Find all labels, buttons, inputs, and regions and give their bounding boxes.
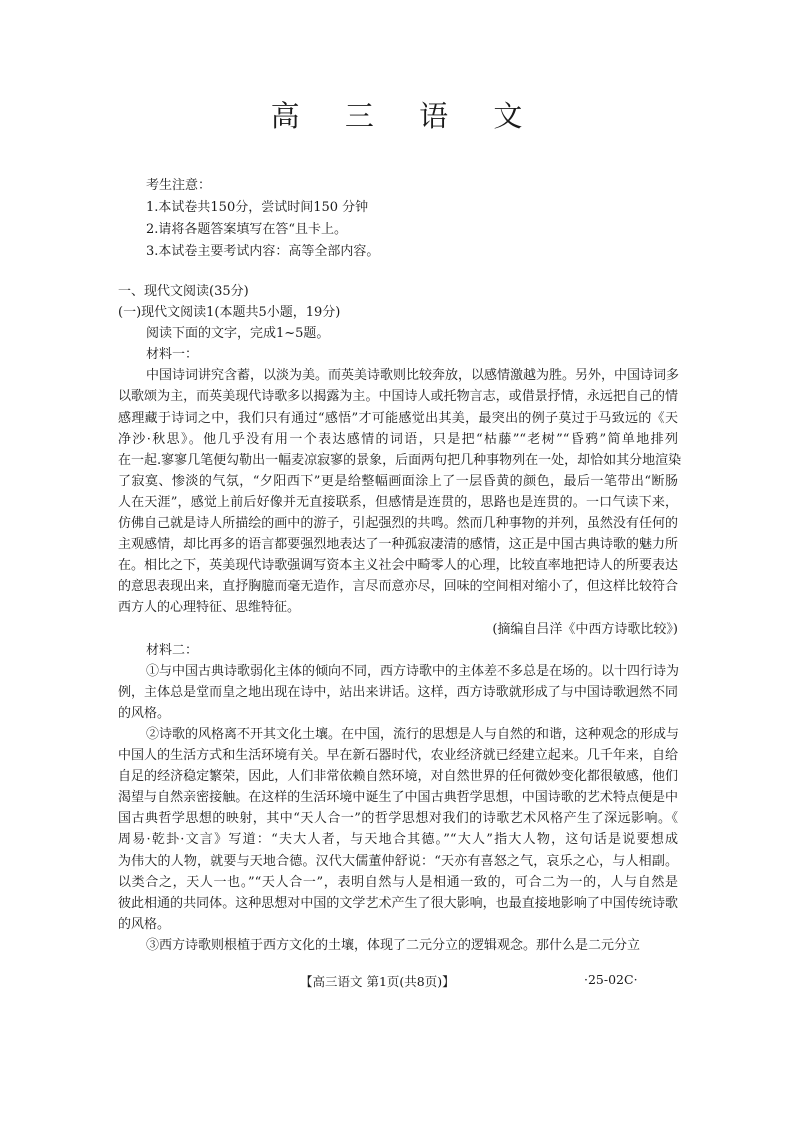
- material2-line: 例，主体总是堂而皇之地出现在诗中，站出来讲话。这样，西方诗歌就形成了与中国诗歌迥然不同: [118, 684, 678, 700]
- material2-line: 渴望与自然亲密接触。在这样的生活环境中诞生了中国古典哲学思想，中国诗歌的艺术特点便是中: [118, 790, 678, 806]
- material2-line: 彼此相通的共同体。这种思想对中国的文学艺术产生了很大影响，也最直接地影响了中国传统诗歌: [118, 895, 678, 911]
- material1-line: 人在天涯”，感觉上前后好像并无直接联系，但感情是连贯的，思路也是连贯的。一口气读下来，: [118, 494, 678, 510]
- material2-line: ③西方诗歌则根植于西方文化的土壤，体现了二元分立的逻辑观念。那什么是二元分立: [146, 937, 641, 953]
- exam-code: ·25-02C·: [584, 972, 638, 987]
- material2-line: ②诗歌的风格离不开其文化土壤。在中国，流行的思想是人与自然的和谐，这种观念的形成与: [146, 726, 680, 742]
- material1-line: 中国诗词讲究含蓄，以淡为美。而英美诗歌则比较奔放，以感情激越为胜。另外，中国诗词多: [146, 368, 680, 384]
- material2-line: 为伟大的人物，就要与天地合德。汉代大儒董仲舒说：“天亦有喜怒之气，哀乐之心，与人相副。: [118, 853, 678, 869]
- material1-line: 在一起.寥寥几笔便勾勒出一幅麦凉寂寥的景象，后面两句把几种事物列在一处，却恰如其分地渲染: [118, 452, 682, 468]
- material1-line: 的意思表现出来，直抒胸臆而毫无造作，言尽而意亦尽，回味的空间相对缩小了，但这样比较符合: [118, 579, 678, 595]
- material2-line: 以类合之，天人一也。”“天人合一”，表明自然与人是相通一致的，可合二为一的，人与自然是: [118, 874, 678, 890]
- material2-line: ①与中国古典诗歌弱化主体的倾向不同，西方诗歌中的主体差不多总是在场的。以十四行诗为: [146, 663, 680, 679]
- material1-line: 感理藏于诗词之中，我们只有通过“感悟”才可能感觉出其美，最突出的例子莫过于马致远的《天: [118, 410, 678, 426]
- section-subheading: (一)现代文阅读1(本题共5小题，19分): [118, 305, 341, 321]
- material1-line: 主观感情，却比再多的语言都要强烈地表达了一种孤寂凄清的感情，这正是中国古典诗歌的魅力所: [118, 537, 678, 553]
- material1-line: 净沙·秋思》。他几乎没有用一个表达感情的词语，只是把“枯藤”“老树”“昏鸦”简单地排列: [118, 431, 678, 447]
- page-title: 高 三 语 文: [270, 99, 541, 133]
- material2-label: 材料二：: [146, 642, 199, 658]
- section-heading: 一、现代文阅读(35分): [118, 284, 249, 299]
- candidate-notice: [146, 175, 379, 263]
- material1-line: 以歌颂为主，而英美现代诗歌多以揭露为主。中国诗人或托物言志，或借景抒情，永远把自己的情: [118, 389, 678, 405]
- material2-line: 周易·乾卦·文言》写道：“夫大人者，与天地合其德。”“大人”指大人物，这句话是说要想成: [118, 832, 678, 848]
- material2-line: 的风格。: [118, 705, 171, 721]
- instruction-text: 阅读下面的文字，完成1~5题。: [146, 326, 330, 342]
- material2-line: 国古典哲学思想的映射，其中“天人合一”的哲学思想对我们的诗歌艺术风格产生了深远影响。《: [118, 811, 678, 827]
- page-number-label: 【高三语文 第1页(共8页)】: [300, 974, 455, 989]
- notice-item: 2.请将各题答案填写在答“且卡上。: [146, 222, 348, 237]
- section-reading: [118, 281, 682, 956]
- material2-line: 自足的经济稳定繁荣，因此，人们非常依赖自然环境，对自然世界的任何微妙变化都很敏感，他们: [118, 769, 678, 785]
- notice-heading: 考生注意：: [146, 178, 212, 193]
- material2-line: 的风格。: [118, 916, 171, 932]
- material1-line: 了寂寞、惨淡的气氛，“夕阳西下”更是给整幅画面涂上了一层昏黄的颜色，最后一笔带出“断肠: [118, 473, 678, 489]
- material1-line: 在。相比之下，英美现代诗歌强调写资本主义社会中畸零人的心理，比较直率地把诗人的所要表达: [118, 558, 678, 574]
- material1-source: (摘编自吕洋《中西方诗歌比较》): [492, 621, 678, 637]
- material2-line: 中国人的生活方式和生活环境有关。早在新石器时代，农业经济就已经建立起来。几千年来，自给: [118, 748, 678, 764]
- notice-item: 3.本试卷主要考试内容：高等全部内容。: [146, 244, 380, 259]
- notice-item: 1.本试卷共150分，尝试时间150 分钟: [146, 200, 369, 215]
- material1-label: 材料一：: [146, 347, 199, 363]
- material1-line: 仿佛自己就是诗人所描绘的画中的游子，引起强烈的共鸣。然而几种事物的并列，虽然没有任何的: [118, 516, 678, 532]
- material1-line: 西方人的心理特征、思维特征。: [118, 600, 301, 616]
